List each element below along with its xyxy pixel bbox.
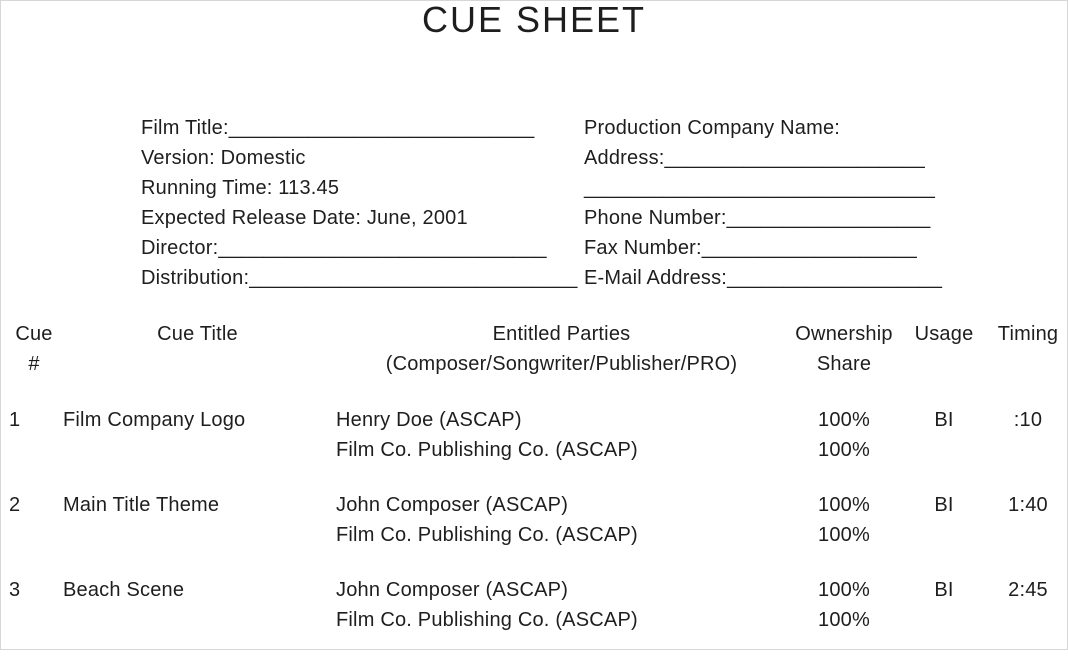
production-company-line: Production Company Name:: [584, 117, 841, 139]
production-info-block: [584, 113, 942, 293]
party-line: Film Co. Publishing Co. (ASCAP): [336, 439, 638, 461]
film-info-block: [141, 113, 578, 293]
ownership-share-cell: [789, 575, 899, 635]
header-timing-label: Timing: [997, 323, 1059, 345]
running-time-line: Running Time: 113.45: [141, 177, 340, 199]
party-line: Film Co. Publishing Co. (ASCAP): [336, 609, 638, 631]
usage-cell: BI: [934, 494, 954, 516]
cue-number-cell: 3: [9, 579, 21, 601]
cue-number-cell: 2: [9, 494, 21, 516]
header-cue-label: Cue: [15, 323, 53, 345]
cue-title-cell: Main Title Theme: [63, 494, 220, 516]
director-line: Director:_____________________________: [141, 237, 547, 259]
usage-cell: BI: [934, 409, 954, 431]
party-line: Film Co. Publishing Co. (ASCAP): [336, 524, 638, 546]
cue-table-header: [7, 319, 1067, 379]
address-line: Address:_______________________: [584, 147, 925, 169]
share-line: 100%: [818, 609, 870, 631]
timing-cell: 2:45: [1008, 579, 1048, 601]
header-usage: [899, 319, 989, 379]
header-ownership-sub-label: Share: [816, 353, 872, 375]
ownership-share-cell: [789, 490, 899, 550]
share-line: 100%: [818, 409, 870, 431]
cue-row: [7, 575, 1067, 635]
share-line: 100%: [818, 579, 870, 601]
entitled-parties-cell: [334, 405, 789, 465]
address-line-2: _______________________________: [584, 177, 936, 199]
header-ownership-label: Ownership: [795, 323, 893, 345]
timing-cell: :10: [1013, 409, 1043, 431]
fax-number-line: Fax Number:___________________: [584, 237, 917, 259]
ownership-share-cell: [789, 405, 899, 465]
share-line: 100%: [818, 439, 870, 461]
release-date-line: Expected Release Date: June, 2001: [141, 207, 468, 229]
film-title-line: Film Title:___________________________: [141, 117, 535, 139]
header-cue-title: [61, 319, 334, 379]
cue-row: [7, 405, 1067, 465]
entitled-parties-cell: [334, 490, 789, 550]
share-line: 100%: [818, 524, 870, 546]
timing-cell: 1:40: [1008, 494, 1048, 516]
cue-number-cell: 1: [9, 409, 21, 431]
distribution-line: Distribution:_____________________________: [141, 267, 578, 289]
header-usage-label: Usage: [914, 323, 974, 345]
cue-title-cell: Film Company Logo: [63, 409, 246, 431]
party-line: Henry Doe (ASCAP): [336, 409, 522, 431]
header-entitled-parties: [334, 319, 789, 379]
phone-number-line: Phone Number:__________________: [584, 207, 931, 229]
header-ownership-share: [789, 319, 899, 379]
header-cue-sub-label: #: [28, 353, 40, 375]
cue-row: [7, 490, 1067, 550]
header-timing: [989, 319, 1067, 379]
email-address-line: E-Mail Address:___________________: [584, 267, 943, 289]
party-line: John Composer (ASCAP): [336, 579, 569, 601]
entitled-parties-cell: [334, 575, 789, 635]
page-title: CUE SHEET: [421, 0, 647, 40]
header-cue-number: [7, 319, 61, 379]
cue-title-cell: Beach Scene: [63, 579, 185, 601]
header-entitled-parties-sub-label: (Composer/Songwriter/Publisher/PRO): [385, 353, 738, 375]
header-entitled-parties-label: Entitled Parties: [492, 323, 631, 345]
usage-cell: BI: [934, 579, 954, 601]
cue-table: [7, 319, 1067, 660]
version-line: Version: Domestic: [141, 147, 306, 169]
party-line: John Composer (ASCAP): [336, 494, 569, 516]
header-cue-title-label: Cue Title: [157, 323, 238, 345]
share-line: 100%: [818, 494, 870, 516]
